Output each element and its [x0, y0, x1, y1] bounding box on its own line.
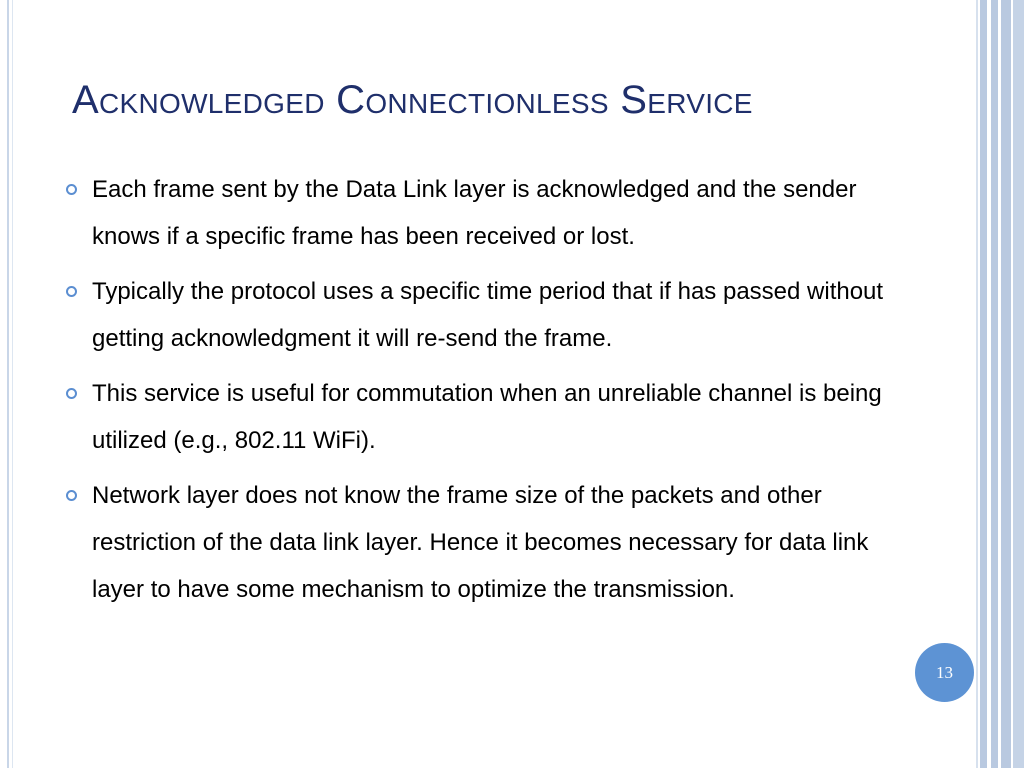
bullet-item [64, 472, 894, 613]
right-border-stripe [980, 0, 987, 768]
bullet-ring-icon [66, 184, 77, 195]
bullet-text: This service is useful for commutation when an unreliable channel is being utilized (e.g., 802.11 WiFi). [92, 380, 882, 454]
bullet-item [64, 370, 894, 464]
bullet-item [64, 166, 894, 260]
right-border-stripe [976, 0, 978, 768]
bullet-ring-icon [66, 286, 77, 297]
right-border-stripe [1001, 0, 1011, 768]
right-border-stripe [991, 0, 998, 768]
bullet-item [64, 268, 894, 362]
bullet-text: Each frame sent by the Data Link layer is acknowledged and the sender knows if a specific frame has been received or lost. [92, 176, 857, 250]
bullet-text: Network layer does not know the frame size of the packets and other restriction of the data link layer. Hence it becomes necessary for data link layer to have some mechanism to optimize the transmission. [92, 482, 869, 603]
left-border-line-inner [12, 0, 13, 768]
page-number-badge [915, 643, 974, 702]
right-border-stripe [1013, 0, 1024, 768]
page-number: 13 [936, 662, 953, 682]
slide-title: Acknowledged Connectionless Service [72, 78, 753, 122]
bullet-ring-icon [66, 388, 77, 399]
bullet-list [64, 166, 894, 621]
left-border-line [7, 0, 9, 768]
bullet-ring-icon [66, 490, 77, 501]
bullet-text: Typically the protocol uses a specific time period that if has passed without getting acknowledgment it will re-send the frame. [92, 278, 884, 352]
